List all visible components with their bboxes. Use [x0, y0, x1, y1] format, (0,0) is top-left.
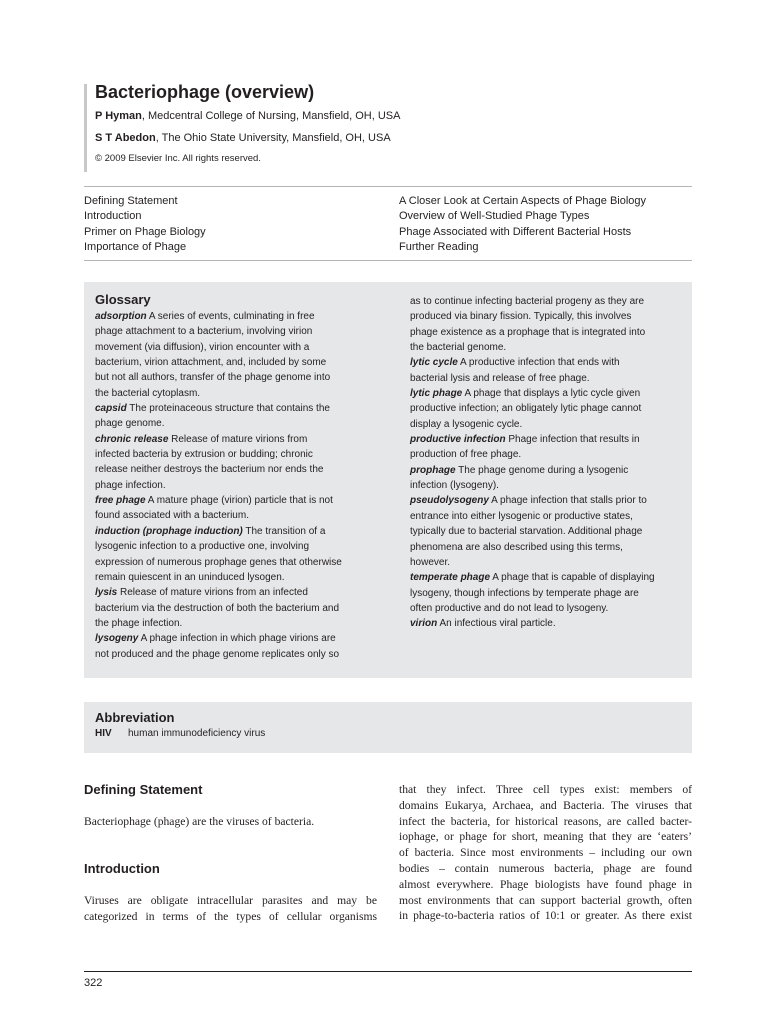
text-line: almost everywhere. Phage biologists have found phage in — [399, 877, 692, 891]
author-line — [95, 131, 391, 145]
header-accent-bar — [84, 84, 87, 172]
text-line: of bacteria. Since most environments – including our own — [399, 846, 692, 860]
glossary-line — [410, 463, 680, 478]
glossary-definition-text: The proteinaceous structure that contains the — [126, 403, 330, 415]
toc-item[interactable]: Introduction — [84, 210, 142, 223]
glossary-definition-text: often productive and do not lead to lysogeny. — [410, 602, 609, 614]
glossary-term: lysis — [95, 587, 118, 599]
toc-column-right — [399, 194, 646, 256]
glossary-definition-text: infected bacteria by extrusion or budding; chronic — [95, 449, 313, 461]
glossary-line — [410, 601, 680, 616]
text-line: iophage, or phage for short, meaning that they are ‘eaters’ — [399, 830, 692, 844]
glossary-definition-text: A mature phage (virion) particle that is not — [145, 495, 333, 507]
glossary-definition-text: A phage that is capable of displaying — [490, 572, 655, 584]
glossary-line — [95, 601, 365, 616]
glossary-definition-text: bacterium via the destruction of both the bacterium and — [95, 602, 340, 614]
toc-item[interactable]: Phage Associated with Different Bacterial Hosts — [399, 225, 632, 238]
glossary-line — [95, 647, 365, 662]
abbreviation-definition: human immunodeficiency virus — [128, 728, 266, 739]
glossary-definition-text: bacterial lysis and release of free phage. — [410, 372, 590, 384]
glossary-definition-text: phage infection. — [95, 479, 166, 491]
glossary-definition-text: release neither destroys the bacterium nor ends the — [95, 464, 324, 476]
glossary-definition-text: phage attachment to a bacterium, involving virion — [95, 326, 313, 338]
abbreviation-entry — [95, 727, 265, 741]
glossary-line — [410, 478, 680, 493]
glossary-line — [410, 401, 680, 416]
glossary-definition-text: lysogeny, though infections by temperate phage are — [410, 587, 639, 599]
toc-column-left — [84, 194, 206, 256]
glossary-definition-text: lysogenic infection to a productive one, involving — [95, 541, 310, 553]
text-line: Viruses are obligate intracellular parasites and may be — [84, 894, 377, 907]
glossary-definition-text: remain quiescent in an uninduced lysogen. — [95, 571, 285, 583]
copyright-notice: © 2009 Elsevier Inc. All rights reserved. — [95, 153, 261, 164]
glossary-definition-text: typically due to bacterial starvation. Additional phage — [410, 526, 643, 538]
author-line — [95, 109, 400, 123]
article-title: Bacteriophage (overview) — [95, 82, 315, 102]
author-name: S T Abedon — [95, 132, 156, 144]
glossary-definition-text: Release of mature virions from — [168, 433, 308, 445]
glossary-definition-text: entrance into either lysogenic or productive states, — [410, 510, 633, 522]
glossary-definition-text: An infectious viral particle. — [437, 618, 556, 630]
table-of-contents — [84, 186, 692, 261]
glossary-line — [410, 540, 680, 555]
glossary-term: capsid — [95, 403, 127, 415]
glossary-title: Glossary — [95, 292, 151, 307]
glossary-line — [410, 432, 680, 447]
glossary-definition-text: display a lysogenic cycle. — [410, 418, 523, 430]
glossary-definition-text: produced via binary fission. Typically, this involves — [410, 311, 632, 323]
glossary-line — [95, 555, 365, 570]
abbreviation-title: Abbreviation — [95, 710, 175, 725]
abbreviation-box — [84, 702, 692, 753]
glossary-definition-text: expression of numerous prophage genes that otherwise — [95, 556, 342, 568]
glossary-line — [95, 309, 365, 324]
glossary-term: productive infection — [410, 434, 506, 446]
text-line: bodies – contain numerous bacteria, phage are found — [399, 861, 692, 875]
glossary-line — [410, 294, 680, 309]
section-heading-defining-statement: Defining Statement — [84, 782, 203, 797]
glossary-term: lytic cycle — [410, 357, 458, 369]
glossary-definition-text: bacterium, virion attachment, and, included by some — [95, 357, 327, 369]
glossary-definition-text: as to continue infecting bacterial progeny as they are — [410, 296, 645, 307]
glossary-line — [410, 570, 680, 585]
glossary-line — [410, 509, 680, 524]
glossary-line — [95, 539, 365, 554]
glossary-term: lysogeny — [95, 633, 139, 645]
glossary-definition-text: movement (via diffusion), virion encounter with a — [95, 341, 310, 353]
introduction-text — [84, 893, 377, 925]
glossary-definition-text: A series of events, culminating in free — [146, 311, 315, 322]
glossary-line — [410, 555, 680, 570]
glossary-line — [95, 478, 365, 493]
glossary-line — [410, 616, 680, 631]
glossary-line — [410, 417, 680, 432]
glossary-term: chronic release — [95, 433, 169, 445]
glossary-definition-text: not produced and the phage genome replicates only so — [95, 648, 340, 660]
glossary-column-left — [95, 309, 365, 662]
glossary-line — [95, 401, 365, 416]
article-header — [84, 78, 692, 170]
text-line: infect the bacteria, for historical reasons, are called bacter- — [399, 814, 692, 828]
glossary-line — [95, 508, 365, 523]
defining-statement-text — [84, 814, 377, 830]
glossary-definition-text: the bacterial genome. — [410, 342, 507, 354]
text-line: categorized in terms of the types of cellular organisms — [84, 909, 377, 923]
glossary-definition-text: Release of mature virions from an infected — [117, 587, 308, 599]
glossary-line — [95, 616, 365, 631]
glossary-line — [410, 447, 680, 462]
glossary-line — [410, 493, 680, 508]
glossary-line — [95, 370, 365, 385]
glossary-definition-text: infection (lysogeny). — [410, 480, 499, 492]
glossary-line — [95, 386, 365, 401]
glossary-definition-text: the phage infection. — [95, 617, 183, 629]
glossary-definition-text: the bacterial cytoplasm. — [95, 387, 201, 399]
section-heading-introduction: Introduction — [84, 861, 160, 876]
glossary-line — [95, 416, 365, 431]
toc-item[interactable]: Further Reading — [399, 241, 479, 254]
glossary-line — [95, 570, 365, 585]
glossary-definition-text: phage genome. — [95, 418, 165, 430]
glossary-definition-text: A productive infection that ends with — [457, 357, 620, 369]
toc-item[interactable]: A Closer Look at Certain Aspects of Phage Biology — [399, 195, 647, 207]
glossary-line — [95, 462, 365, 477]
glossary-definition-text: phage existence as a prophage that is integrated into — [410, 326, 646, 338]
glossary-definition-text: production of free phage. — [410, 449, 522, 461]
glossary-term: pseudolysogeny — [410, 495, 489, 507]
author-name: P Hyman — [95, 110, 142, 122]
glossary-definition-text: A phage infection that stalls prior to — [488, 495, 647, 507]
glossary-line — [95, 340, 365, 355]
glossary-definition-text: Phage infection that results in — [505, 434, 640, 446]
glossary-definition-text: phenomena are also described using this terms, — [410, 541, 623, 553]
glossary-term: induction (prophage induction) — [95, 525, 243, 537]
glossary-line — [95, 324, 365, 339]
glossary-line — [410, 386, 680, 401]
glossary-column-right — [410, 294, 680, 632]
text-line: Bacteriophage (phage) are the viruses of bacteria. — [84, 815, 315, 828]
glossary-line — [95, 524, 365, 539]
glossary-line — [410, 524, 680, 539]
text-line: domains Eukarya, Archaea, and Bacteria. The viruses that — [399, 798, 692, 812]
glossary-term: virion — [410, 618, 438, 630]
glossary-line — [95, 585, 365, 600]
toc-item[interactable]: Primer on Phage Biology — [84, 225, 206, 238]
toc-item[interactable]: Defining Statement — [84, 195, 178, 207]
glossary-line — [410, 371, 680, 386]
glossary-line — [410, 309, 680, 324]
glossary-line — [95, 447, 365, 462]
glossary-line — [410, 340, 680, 355]
glossary-term: temperate phage — [410, 572, 491, 584]
glossary-term: lytic phage — [410, 388, 463, 400]
toc-item[interactable]: Overview of Well-Studied Phage Types — [399, 210, 590, 223]
glossary-line — [410, 586, 680, 601]
glossary-line — [95, 493, 365, 508]
glossary-definition-text: A phage that displays a lytic cycle given — [462, 388, 641, 400]
glossary-box — [84, 282, 692, 678]
footer-rule — [84, 971, 692, 972]
author-affiliation: , Medcentral College of Nursing, Mansfield, OH, USA — [141, 110, 401, 122]
glossary-definition-text: however. — [410, 556, 451, 568]
glossary-definition-text: The phage genome during a lysogenic — [455, 464, 629, 476]
glossary-term: prophage — [410, 464, 456, 476]
text-line: most environments that can support bacterial growth, often — [399, 893, 692, 907]
author-affiliation: , The Ohio State University, Mansfield, OH, USA — [155, 132, 391, 144]
text-line: in phage-to-bacteria ratios of 10:1 or greater. As there exist — [399, 909, 692, 923]
glossary-line — [410, 355, 680, 370]
glossary-line — [410, 325, 680, 340]
text-line: that they infect. Three cell types exist: members of — [399, 783, 692, 796]
toc-item[interactable]: Importance of Phage — [84, 241, 187, 254]
glossary-definition-text: but not all authors, transfer of the phage genome into — [95, 372, 331, 384]
glossary-definition-text: The transition of a — [242, 525, 326, 537]
glossary-line — [95, 355, 365, 370]
glossary-line — [95, 432, 365, 447]
glossary-definition-text: A phage infection in which phage virions are — [138, 633, 336, 645]
glossary-term: adsorption — [95, 311, 147, 322]
abbreviation-term: HIV — [95, 728, 112, 739]
glossary-definition-text: productive infection; an obligately lytic phage cannot — [410, 403, 642, 415]
glossary-term: free phage — [95, 495, 146, 507]
page-number: 322 — [84, 977, 103, 989]
glossary-definition-text: found associated with a bacterium. — [95, 510, 249, 522]
body-column-right — [399, 782, 692, 924]
glossary-line — [95, 631, 365, 646]
